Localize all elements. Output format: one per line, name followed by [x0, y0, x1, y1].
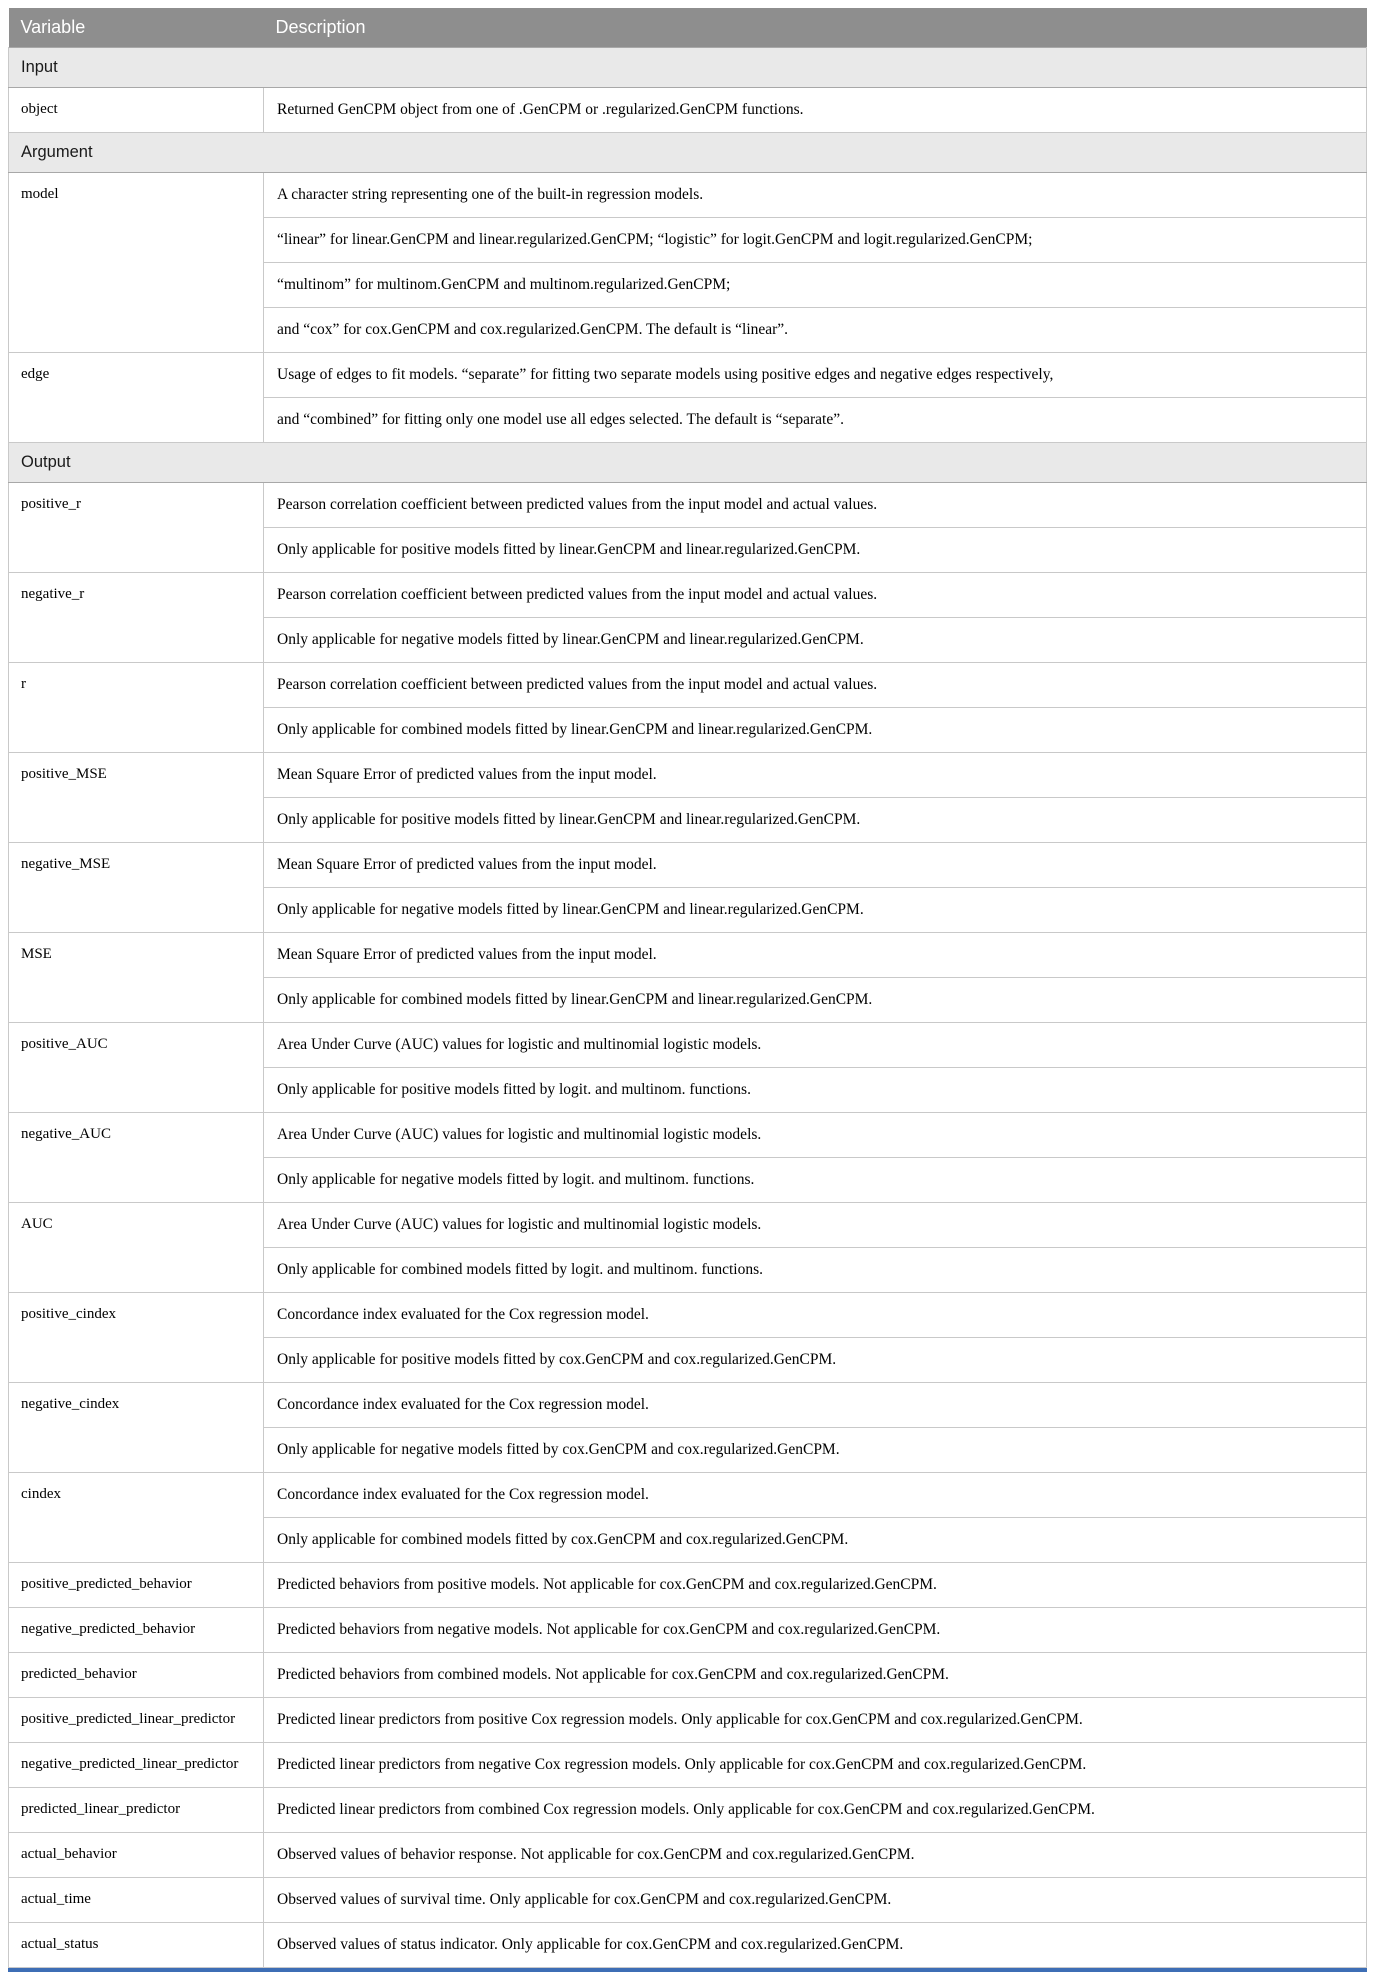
table-row: [9, 1023, 1367, 1068]
table-row: [9, 753, 1367, 798]
variable-cell: edge: [9, 353, 264, 443]
variable-cell: positive_r: [9, 483, 264, 573]
description-cell: Only applicable for negative models fitted by logit. and multinom. functions.: [264, 1158, 1367, 1203]
variable-cell: predicted_behavior: [9, 1653, 264, 1698]
variable-cell: negative_predicted_linear_predictor: [9, 1743, 264, 1788]
variable-cell: r: [9, 663, 264, 753]
description-cell: Predicted behaviors from positive models. Not applicable for cox.GenCPM and cox.regularized.GenCPM.: [264, 1563, 1367, 1608]
description-cell: Returned GenCPM object from one of .GenCPM or .regularized.GenCPM functions.: [264, 88, 1367, 133]
variable-cell: negative_cindex: [9, 1383, 264, 1473]
description-cell: Concordance index evaluated for the Cox regression model.: [264, 1383, 1367, 1428]
description-cell: Observed values of survival time. Only applicable for cox.GenCPM and cox.regularized.GenCPM.: [264, 1878, 1367, 1923]
description-cell: and “cox” for cox.GenCPM and cox.regularized.GenCPM. The default is “linear”.: [264, 308, 1367, 353]
section-row-argument: [9, 133, 1367, 173]
variable-cell: predicted_linear_predictor: [9, 1788, 264, 1833]
description-cell: Area Under Curve (AUC) values for logistic and multinomial logistic models.: [264, 1023, 1367, 1068]
table-row: [9, 1608, 1367, 1653]
table-row: [9, 1698, 1367, 1743]
column-header-description: Description: [264, 8, 1367, 48]
table-row: [9, 1653, 1367, 1698]
description-cell: Only applicable for combined models fitted by logit. and multinom. functions.: [264, 1248, 1367, 1293]
description-cell: Observed values of status indicator. Only applicable for cox.GenCPM and cox.regularized.GenCPM.: [264, 1923, 1367, 1968]
variable-cell: object: [9, 88, 264, 133]
variable-cell: positive_AUC: [9, 1023, 264, 1113]
table-row: [9, 663, 1367, 708]
description-cell: Mean Square Error of predicted values from the input model.: [264, 843, 1367, 888]
table-row: [9, 843, 1367, 888]
variable-cell: positive_predicted_behavior: [9, 1563, 264, 1608]
description-cell: Only applicable for negative models fitted by linear.GenCPM and linear.regularized.GenCPM.: [264, 888, 1367, 933]
table-row: [9, 483, 1367, 528]
variable-cell: AUC: [9, 1203, 264, 1293]
table-row: [9, 353, 1367, 398]
table-row: [9, 1743, 1367, 1788]
table-row: [9, 1293, 1367, 1338]
variable-cell: cindex: [9, 1473, 264, 1563]
description-cell: Area Under Curve (AUC) values for logistic and multinomial logistic models.: [264, 1203, 1367, 1248]
table-row: [9, 1473, 1367, 1518]
table-row: [9, 173, 1367, 218]
table-row: [9, 1203, 1367, 1248]
description-cell: Area Under Curve (AUC) values for logistic and multinomial logistic models.: [264, 1113, 1367, 1158]
column-header-variable: Variable: [9, 8, 264, 48]
description-cell: Pearson correlation coefficient between predicted values from the input model and actual values.: [264, 573, 1367, 618]
description-cell: Only applicable for combined models fitted by cox.GenCPM and cox.regularized.GenCPM.: [264, 1518, 1367, 1563]
description-cell: A character string representing one of the built-in regression models.: [264, 173, 1367, 218]
table-row: [9, 1878, 1367, 1923]
table-body: [9, 48, 1367, 1968]
description-cell: Mean Square Error of predicted values from the input model.: [264, 753, 1367, 798]
description-cell: Only applicable for combined models fitted by linear.GenCPM and linear.regularized.GenCPM.: [264, 978, 1367, 1023]
description-cell: Predicted linear predictors from positive Cox regression models. Only applicable for cox.GenCPM and cox.regularized.GenCPM.: [264, 1698, 1367, 1743]
variable-cell: actual_behavior: [9, 1833, 264, 1878]
table-row: [9, 1923, 1367, 1968]
description-cell: Only applicable for negative models fitted by linear.GenCPM and linear.regularized.GenCPM.: [264, 618, 1367, 663]
description-cell: Predicted behaviors from combined models. Not applicable for cox.GenCPM and cox.regularized.GenCPM.: [264, 1653, 1367, 1698]
variable-cell: negative_MSE: [9, 843, 264, 933]
section-row-output: [9, 443, 1367, 483]
section-title: Input: [9, 48, 1367, 88]
table-row: [9, 1383, 1367, 1428]
description-cell: Concordance index evaluated for the Cox regression model.: [264, 1473, 1367, 1518]
variable-cell: MSE: [9, 933, 264, 1023]
variable-cell: negative_AUC: [9, 1113, 264, 1203]
table-row: [9, 933, 1367, 978]
variable-cell: actual_status: [9, 1923, 264, 1968]
variable-cell: positive_predicted_linear_predictor: [9, 1698, 264, 1743]
description-cell: Only applicable for positive models fitted by cox.GenCPM and cox.regularized.GenCPM.: [264, 1338, 1367, 1383]
description-cell: Mean Square Error of predicted values from the input model.: [264, 933, 1367, 978]
table-bottom-rule: [8, 1968, 1367, 1972]
description-cell: and “combined” for fitting only one model use all edges selected. The default is “separate”.: [264, 398, 1367, 443]
variable-cell: positive_MSE: [9, 753, 264, 843]
variable-cell: negative_predicted_behavior: [9, 1608, 264, 1653]
description-cell: Usage of edges to fit models. “separate” for fitting two separate models using positive edges and negative edges respectively,: [264, 353, 1367, 398]
description-cell: Predicted linear predictors from combined Cox regression models. Only applicable for cox.GenCPM and cox.regularized.GenCPM.: [264, 1788, 1367, 1833]
description-cell: Predicted behaviors from negative models. Not applicable for cox.GenCPM and cox.regularized.GenCPM.: [264, 1608, 1367, 1653]
description-cell: “linear” for linear.GenCPM and linear.regularized.GenCPM; “logistic” for logit.GenCPM and logit.regularized.GenCPM;: [264, 218, 1367, 263]
description-cell: Observed values of behavior response. Not applicable for cox.GenCPM and cox.regularized.GenCPM.: [264, 1833, 1367, 1878]
variables-table: [8, 8, 1367, 1968]
description-cell: “multinom” for multinom.GenCPM and multinom.regularized.GenCPM;: [264, 263, 1367, 308]
table-row: [9, 88, 1367, 133]
description-cell: Only applicable for positive models fitted by linear.GenCPM and linear.regularized.GenCPM.: [264, 528, 1367, 573]
table-row: [9, 1833, 1367, 1878]
description-cell: Pearson correlation coefficient between predicted values from the input model and actual values.: [264, 663, 1367, 708]
section-title: Output: [9, 443, 1367, 483]
variable-cell: positive_cindex: [9, 1293, 264, 1383]
variable-cell: actual_time: [9, 1878, 264, 1923]
description-cell: Only applicable for negative models fitted by cox.GenCPM and cox.regularized.GenCPM.: [264, 1428, 1367, 1473]
description-cell: Pearson correlation coefficient between predicted values from the input model and actual values.: [264, 483, 1367, 528]
table-row: [9, 573, 1367, 618]
table-header-row: [9, 8, 1367, 48]
table-row: [9, 1113, 1367, 1158]
description-cell: Only applicable for positive models fitted by logit. and multinom. functions.: [264, 1068, 1367, 1113]
table-row: [9, 1788, 1367, 1833]
table-row: [9, 1563, 1367, 1608]
description-cell: Concordance index evaluated for the Cox regression model.: [264, 1293, 1367, 1338]
variable-cell: negative_r: [9, 573, 264, 663]
description-cell: Only applicable for combined models fitted by linear.GenCPM and linear.regularized.GenCPM.: [264, 708, 1367, 753]
section-title: Argument: [9, 133, 1367, 173]
description-cell: Predicted linear predictors from negative Cox regression models. Only applicable for cox.GenCPM and cox.regularized.GenCPM.: [264, 1743, 1367, 1788]
section-row-input: [9, 48, 1367, 88]
variable-cell: model: [9, 173, 264, 353]
description-cell: Only applicable for positive models fitted by linear.GenCPM and linear.regularized.GenCPM.: [264, 798, 1367, 843]
